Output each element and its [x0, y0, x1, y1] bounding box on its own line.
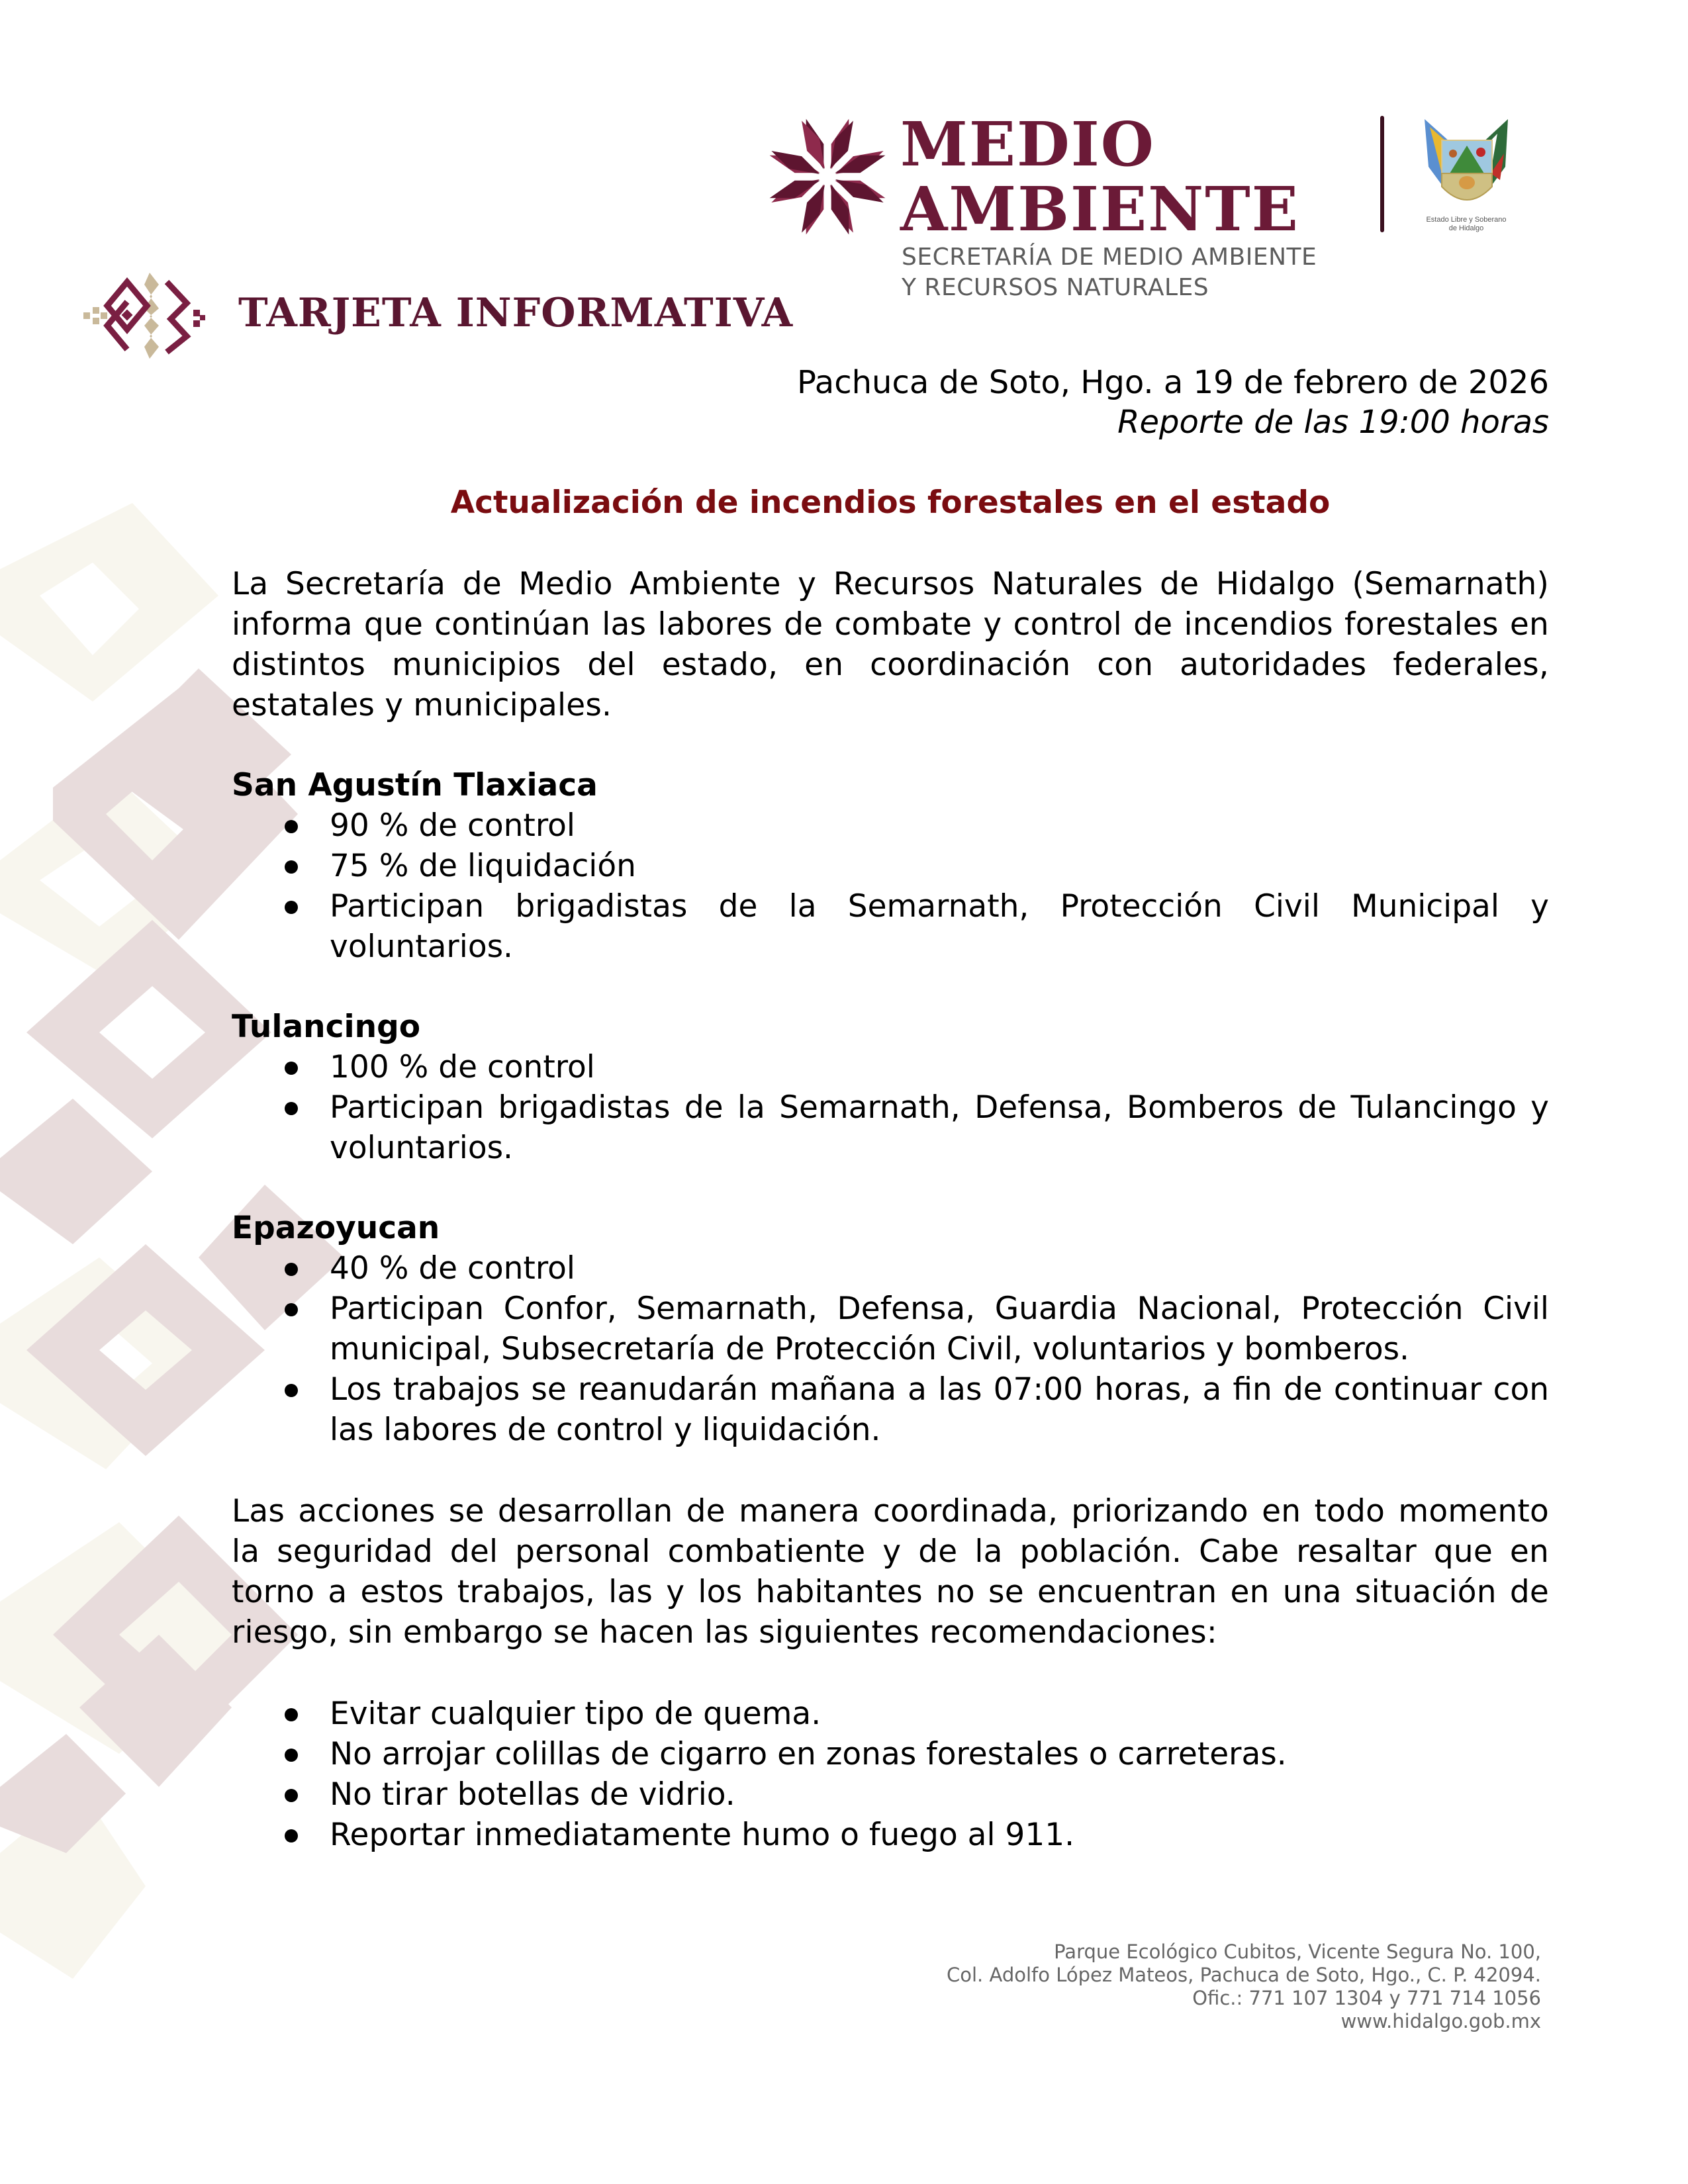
list-item-text: Participan Confor, Semarnath, Defensa, Guardia Nacional, Protección Civil municipal, Subsecretaría de Protección Civil, voluntarios y bomberos. [330, 1291, 1549, 1367]
bullet-icon [285, 1102, 298, 1115]
logo-subtitle-line2: Y RECURSOS NATURALES [902, 274, 1209, 301]
list-item-text: Evitar cualquier tipo de quema. [330, 1696, 821, 1732]
document-body [232, 363, 1549, 1855]
footer-address-line2: Col. Adolfo López Mateos, Pachuca de Soto, Hgo., C. P. 42094. [947, 1964, 1541, 1986]
list-item [232, 1815, 1549, 1855]
list-item [232, 846, 1549, 886]
header-divider [1380, 116, 1384, 232]
document-title: Actualización de incendios forestales en el estado [450, 484, 1331, 521]
medio-ambiente-star-logo [765, 114, 890, 240]
closing-paragraph: Las acciones se desarrollan de manera coordinada, priorizando en todo momento la seguridad del personal combatiente y de la población. Cabe resaltar que en torno a estos trabajos, las y los habitantes no se encuentran en una situación de riesgo, sin embargo se hacen las siguientes recomendaciones: [232, 1493, 1549, 1651]
list-item [232, 1694, 1549, 1734]
list-item [232, 1774, 1549, 1815]
bullet-icon [285, 1303, 298, 1316]
place-date: Pachuca de Soto, Hgo. a 19 de febrero de 2026 [797, 364, 1549, 401]
list-item [232, 1734, 1549, 1774]
footer-contact [947, 1940, 1541, 2033]
footer-address-line1: Parque Ecológico Cubitos, Vicente Segura No. 100, [1054, 1940, 1541, 1963]
list-item-text: Participan brigadistas de la Semarnath, Protección Civil Municipal y voluntarios. [330, 888, 1549, 965]
list-item [232, 1047, 1549, 1087]
bullet-icon [285, 1749, 298, 1762]
bullet-icon [285, 820, 298, 833]
list-item-text: 75 % de liquidación [330, 848, 636, 884]
municipality-name: San Agustín Tlaxiaca [232, 767, 598, 803]
municipality-name: Tulancingo [232, 1009, 421, 1045]
bullet-icon [285, 1384, 298, 1397]
municipality-bullets [232, 1248, 1549, 1450]
list-item [232, 1087, 1549, 1168]
bullet-icon [285, 1829, 298, 1843]
intro-paragraph: La Secretaría de Medio Ambiente y Recursos Naturales de Hidalgo (Semarnath) informa que continúan las labores de combate y control de incendios forestales en distintos municipios del estado, en coordinación con autoridades federales, estatales y municipales. [232, 566, 1549, 723]
municipality-bullets [232, 805, 1549, 967]
coat-of-arms-caption [1403, 216, 1529, 233]
list-item-text: Reportar inmediatamente humo o fuego al 911. [330, 1817, 1075, 1853]
municipality-section [232, 765, 1549, 967]
bullet-icon [285, 1789, 298, 1802]
bullet-icon [285, 1263, 298, 1276]
list-item [232, 1248, 1549, 1289]
municipality-section [232, 1007, 1549, 1168]
coat-caption-line1: Estado Libre y Soberano [1426, 216, 1507, 224]
report-time: Reporte de las 19:00 horas [1117, 404, 1549, 441]
footer-website-link[interactable]: www.hidalgo.gob.mx [1340, 2010, 1541, 2032]
list-item [232, 805, 1549, 846]
list-item-text: No arrojar colillas de cigarro en zonas forestales o carreteras. [330, 1736, 1287, 1772]
list-item-text: Participan brigadistas de la Semarnath, Defensa, Bomberos de Tulancingo y voluntarios. [330, 1089, 1549, 1166]
list-item [232, 1369, 1549, 1450]
hidalgo-coat-of-arms-icon [1417, 114, 1516, 213]
list-item-text: 40 % de control [330, 1250, 575, 1287]
municipality-name: Epazoyucan [232, 1210, 440, 1246]
tarjeta-ornament-icon [81, 273, 207, 359]
bullet-icon [285, 1708, 298, 1721]
document-type-title: TARJETA INFORMATIVA [238, 290, 794, 336]
list-item-text: Los trabajos se reanudarán mañana a las 07:00 horas, a fin de continuar con las labores de control y liquidación. [330, 1371, 1549, 1448]
municipality-bullets [232, 1047, 1549, 1168]
logo-subtitle-line1: SECRETARÍA DE MEDIO AMBIENTE [902, 244, 1317, 271]
list-item [232, 1289, 1549, 1369]
bullet-icon [285, 860, 298, 874]
bullet-icon [285, 901, 298, 914]
coat-caption-line2: de Hidalgo [1448, 224, 1484, 232]
footer-phones: Ofic.: 771 107 1304 y 771 714 1056 [1192, 1987, 1541, 2009]
list-item [232, 886, 1549, 967]
bullet-icon [285, 1062, 298, 1075]
list-item-text: 100 % de control [330, 1049, 595, 1085]
municipality-section [232, 1208, 1549, 1450]
logo-title-medio: MEDIO [900, 109, 1155, 180]
logo-title-ambiente: AMBIENTE [900, 173, 1299, 245]
list-item-text: 90 % de control [330, 807, 575, 844]
list-item-text: No tirar botellas de vidrio. [330, 1776, 735, 1813]
recommendations-list [232, 1694, 1549, 1855]
